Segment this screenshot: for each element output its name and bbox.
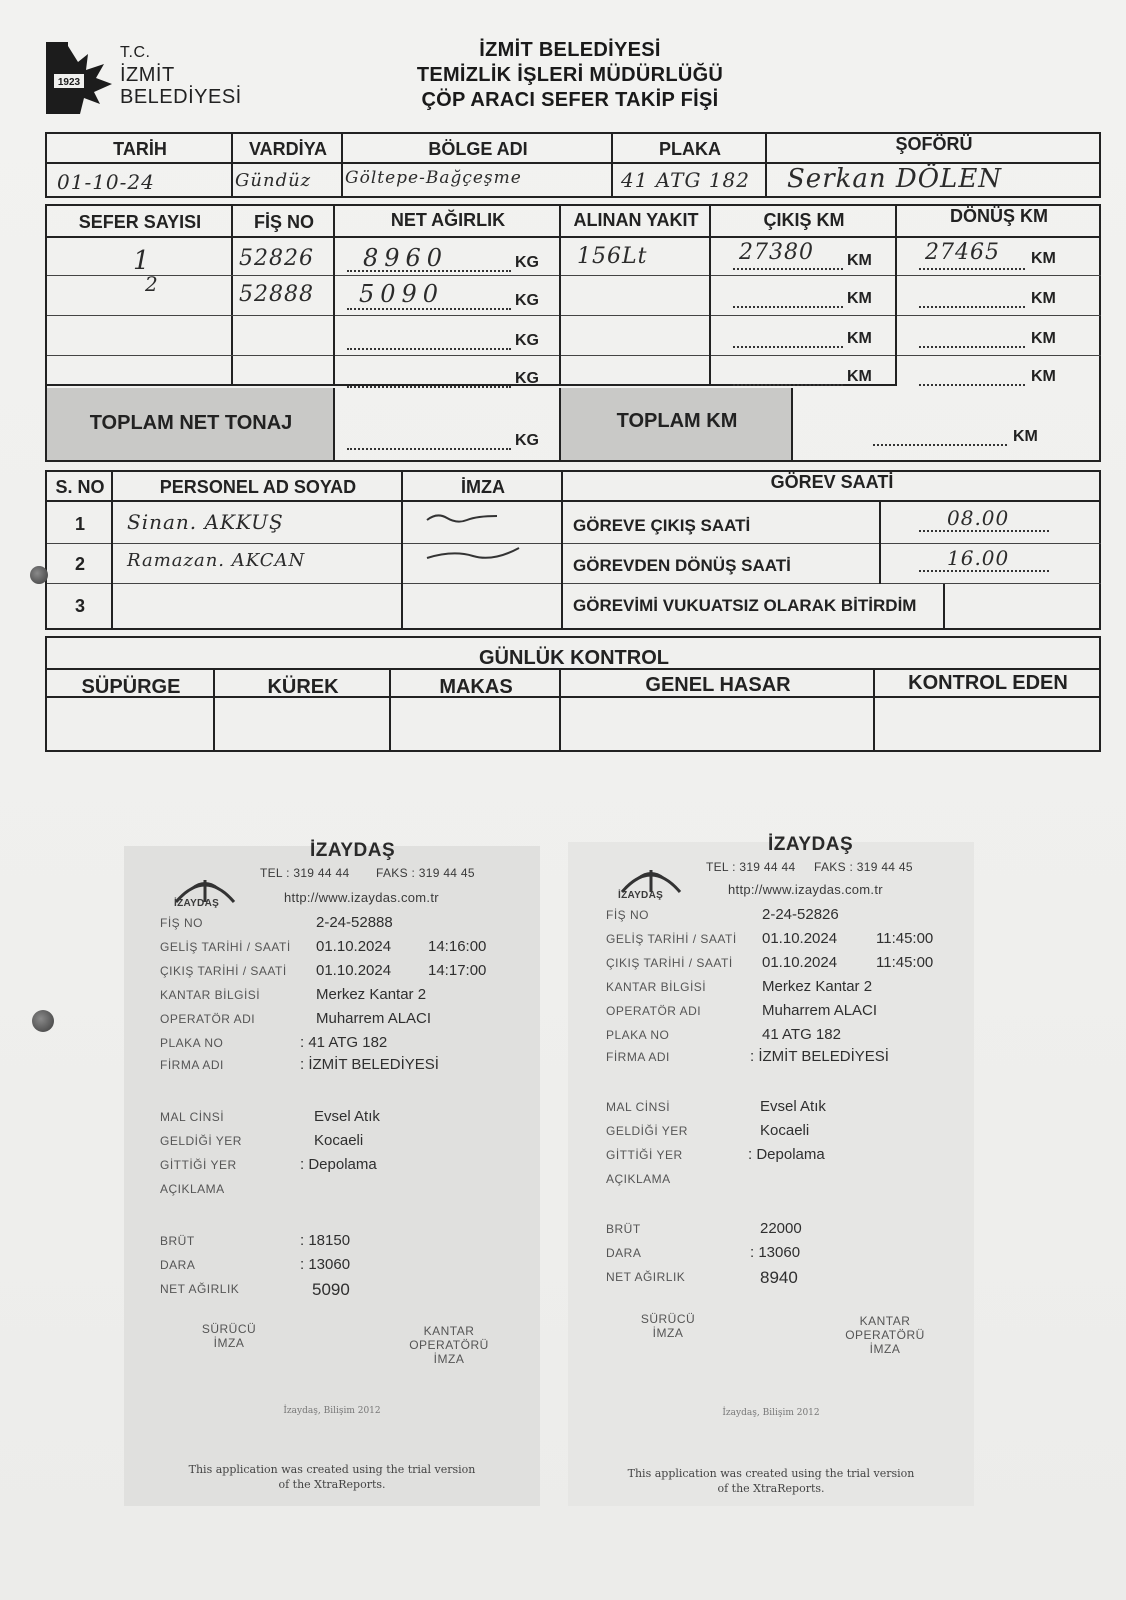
receipt2-phone: TEL : 319 44 44 — [706, 860, 796, 874]
row1-yakit: 156Lt — [577, 244, 648, 269]
row2-net: 5090 — [359, 280, 445, 308]
receipt1-logo-text: İZAYDAŞ — [174, 898, 220, 909]
daily-control-table — [45, 636, 1101, 752]
receipt2-label-brut: BRÜT — [606, 1222, 641, 1236]
receipt1-label-cikis: ÇIKIŞ TARİHİ / SAATİ — [160, 964, 287, 978]
receipt2-extra-gelis: 11:45:00 — [876, 930, 934, 947]
receipt1-value-operator: Muharrem ALACI — [316, 1010, 432, 1027]
receipt1-value-firma: : İZMİT BELEDİYESİ — [300, 1056, 439, 1073]
receipt1-sign-operator: KANTAR OPERATÖRÜ İMZA — [409, 1324, 489, 1366]
receipt1-value-mal: Evsel Atık — [314, 1108, 380, 1125]
receipt1-url: http://www.izaydas.com.tr — [284, 890, 439, 905]
staff1-name: Sinan. AKKUŞ — [127, 510, 284, 534]
receipt1-label-kantar: KANTAR BİLGİSİ — [160, 988, 261, 1002]
row1-net: 8960 — [363, 244, 449, 272]
value-bolge: Göltepe-Bağçeşme — [345, 168, 522, 188]
header-tarih: TARİH — [113, 139, 167, 159]
receipt2-label-gelis: GELİŞ TARİHİ / SAATİ — [606, 932, 737, 946]
logo-year: 1923 — [57, 77, 81, 88]
punch-hole-upper — [30, 566, 48, 584]
receipt2-value-firma: : İZMİT BELEDİYESİ — [750, 1048, 889, 1065]
row4-donus-km: KM — [1031, 368, 1056, 385]
row1-fis: 52826 — [239, 246, 314, 271]
receipt2-label-gittigi: GİTTİĞİ YER — [606, 1148, 683, 1162]
receipt1-label-firma: FİRMA ADI — [160, 1058, 224, 1072]
receipt2-value-geldigi: Kocaeli — [760, 1122, 810, 1139]
control-col-kurek: KÜREK — [267, 676, 339, 698]
total-km-unit: KM — [1013, 428, 1038, 445]
control-col-supurge: SÜPÜRGE — [81, 676, 181, 698]
receipt1-label-brut: BRÜT — [160, 1234, 195, 1248]
receipt1-label-mal: MAL CİNSİ — [160, 1110, 225, 1124]
row4-cikis-km: KM — [847, 368, 872, 385]
receipt1-label-aciklama: AÇIKLAMA — [160, 1182, 225, 1196]
org-city: İZMİT — [120, 64, 175, 86]
receipt2-label-geldigi: GELDİĞİ YER — [606, 1124, 688, 1138]
receipt-left — [124, 840, 540, 1506]
staff-table — [45, 470, 1101, 630]
receipt2-url: http://www.izaydas.com.tr — [728, 882, 883, 897]
receipt-right — [568, 834, 974, 1506]
staff1-time-value: 08.00 — [947, 506, 1010, 530]
row2-fis: 52888 — [239, 282, 314, 307]
receipt2-label-firma: FİRMA ADI — [606, 1050, 670, 1064]
receipt2-label-plaka: PLAKA NO — [606, 1028, 670, 1042]
receipt2-value-fisno: 2-24-52826 — [762, 906, 839, 923]
header-fis: FİŞ NO — [253, 212, 314, 232]
receipt2-label-aciklama: AÇIKLAMA — [606, 1172, 671, 1186]
receipt1-extra-cikis: 14:17:00 — [428, 962, 487, 979]
receipt2-sign-operator: KANTAR OPERATÖRÜ İMZA — [845, 1314, 925, 1356]
receipt1-phone: TEL : 319 44 44 — [260, 866, 350, 880]
control-col-kontrol-eden: KONTROL EDEN — [908, 672, 1068, 694]
header-net: NET AĞIRLIK — [390, 210, 506, 230]
receipt2-value-brut: 22000 — [760, 1220, 802, 1237]
receipt1-value-brut: : 18150 — [300, 1232, 351, 1249]
daily-control-title: GÜNLÜK KONTROL — [479, 647, 669, 669]
header-name: PERSONEL AD SOYAD — [159, 477, 357, 497]
receipt1-label-net: NET AĞIRLIK — [160, 1282, 240, 1296]
receipt2-value-kantar: Merkez Kantar 2 — [762, 978, 873, 995]
receipt2-value-gelis: 01.10.2024 — [762, 930, 838, 947]
row2-donus-km: KM — [1031, 290, 1056, 307]
row1-cikis-km: KM — [847, 252, 872, 269]
receipt1-fax: FAKS : 319 44 45 — [376, 866, 475, 880]
receipt1-label-gittigi: GİTTİĞİ YER — [160, 1158, 237, 1172]
receipt2-label-cikis: ÇIKIŞ TARİHİ / SAATİ — [606, 956, 733, 970]
receipt2-fax: FAKS : 319 44 45 — [814, 860, 913, 874]
row4-kg: KG — [515, 370, 539, 387]
receipt1-company: İZAYDAŞ — [310, 840, 396, 861]
header-time: GÖREV SAATİ — [770, 472, 894, 492]
header-cikis: ÇIKIŞ KM — [763, 210, 845, 230]
row2-kg: KG — [515, 292, 539, 309]
receipt1-value-plaka: : 41 ATG 182 — [300, 1034, 388, 1051]
staff2-time-label: GÖREVDEN DÖNÜŞ SAATİ — [573, 556, 791, 575]
receipt2-label-kantar: KANTAR BİLGİSİ — [606, 980, 707, 994]
row1-kg: KG — [515, 254, 539, 271]
control-col-genel-hasar: GENEL HASAR — [645, 674, 791, 696]
header-yakit: ALINAN YAKIT — [573, 210, 699, 230]
staff2-name: Ramazan. AKCAN — [127, 550, 306, 571]
control-col-makas: MAKAS — [439, 676, 513, 698]
row3-cikis-km: KM — [847, 330, 872, 347]
row1-sefer: 1 — [133, 246, 151, 276]
receipt1-label-fisno: FİŞ NO — [160, 916, 204, 930]
header-vardiya: VARDİYA — [248, 139, 328, 159]
receipt1-value-geldigi: Kocaeli — [314, 1132, 364, 1149]
receipt1-label-geldigi: GELDİĞİ YER — [160, 1134, 242, 1148]
staff3-no: 3 — [74, 596, 85, 616]
total-tonnage-label: TOPLAM NET TONAJ — [89, 412, 293, 434]
receipt1-value-kantar: Merkez Kantar 2 — [316, 986, 427, 1003]
receipt2-value-operator: Muharrem ALACI — [762, 1002, 878, 1019]
receipt1-value-cikis: 01.10.2024 — [316, 962, 392, 979]
trip-table — [45, 204, 1101, 462]
staff1-signature — [423, 508, 503, 528]
value-tarih: 01-10-24 — [57, 170, 155, 194]
receipt2-extra-cikis: 11:45:00 — [876, 954, 934, 971]
org-tc: T.C. — [120, 44, 151, 61]
org-name-block — [120, 42, 242, 108]
value-vardiya: Gündüz — [235, 170, 312, 191]
row1-donus: 27465 — [925, 240, 1000, 265]
receipt1-sign-driver: SÜRÜCÜ İMZA — [201, 1322, 257, 1350]
header-plaka: PLAKA — [659, 139, 721, 159]
row2-cikis-km: KM — [847, 290, 872, 307]
receipt2-label-net: NET AĞIRLIK — [606, 1270, 686, 1284]
row2-sefer: 2 — [145, 272, 159, 296]
receipt1-footer: This application was created using the trial version of the XtraReports. — [188, 1463, 476, 1491]
receipt1-extra-gelis: 14:16:00 — [428, 938, 487, 955]
header-sno: S. NO — [55, 477, 105, 497]
punch-hole-lower — [32, 1010, 54, 1032]
top-info-table — [45, 132, 1101, 198]
header-bolge: BÖLGE ADI — [428, 139, 528, 159]
receipt2-label-fisno: FİŞ NO — [606, 908, 650, 922]
org-name: BELEDİYESİ — [120, 86, 242, 108]
value-sofor: Serkan DÖLEN — [787, 164, 1003, 194]
receipt1-value-fisno: 2-24-52888 — [316, 914, 393, 931]
total-kg: KG — [515, 432, 539, 449]
receipt1-value-net: 5090 — [312, 1280, 350, 1299]
staff1-time-label: GÖREVE ÇIKIŞ SAATİ — [573, 516, 751, 535]
receipt2-value-dara: : 13060 — [750, 1244, 801, 1261]
receipt2-value-cikis: 01.10.2024 — [762, 954, 838, 971]
title-line-2: TEMİZLİK İŞLERİ MÜDÜRLÜĞÜ — [416, 64, 724, 86]
receipt1-label-operator: OPERATÖR ADI — [160, 1012, 256, 1026]
staff3-time-label: GÖREVİMİ VUKUATSIZ OLARAK BİTİRDİM — [573, 596, 917, 615]
receipt2-sign-driver: SÜRÜCÜ İMZA — [640, 1312, 696, 1340]
staff1-no: 1 — [74, 514, 85, 534]
value-plaka: 41 ATG 182 — [621, 168, 751, 192]
total-km-label: TOPLAM KM — [616, 410, 738, 432]
header-sign: İMZA — [461, 477, 505, 497]
row1-cikis: 27380 — [739, 240, 814, 265]
receipt1-print-line: İzaydaş, Bilişim 2012 — [283, 1406, 381, 1416]
receipt2-footer: This application was created using the trial version of the XtraReports. — [627, 1467, 915, 1495]
row3-donus-km: KM — [1031, 330, 1056, 347]
header-sefer: SEFER SAYISI — [78, 212, 202, 232]
receipt1-label-plaka: PLAKA NO — [160, 1036, 224, 1050]
header-donus: DÖNÜŞ KM — [950, 206, 1048, 226]
title-line-1: İZMİT BELEDİYESİ — [479, 39, 661, 61]
document-title — [360, 38, 780, 113]
staff2-time-value: 16.00 — [947, 546, 1010, 570]
receipt1-value-gelis: 01.10.2024 — [316, 938, 392, 955]
receipt2-value-plaka: 41 ATG 182 — [762, 1026, 841, 1043]
receipt2-label-mal: MAL CİNSİ — [606, 1100, 671, 1114]
row3-kg: KG — [515, 332, 539, 349]
row1-donus-km: KM — [1031, 250, 1056, 267]
receipt2-label-operator: OPERATÖR ADI — [606, 1004, 702, 1018]
header-sofor: ŞOFÖRÜ — [895, 134, 973, 154]
receipt2-company: İZAYDAŞ — [768, 834, 854, 855]
staff2-signature — [423, 544, 523, 564]
receipt2-logo-text: İZAYDAŞ — [618, 890, 664, 901]
staff2-no: 2 — [74, 554, 85, 574]
receipt1-label-dara: DARA — [160, 1258, 196, 1272]
receipt1-value-dara: : 13060 — [300, 1256, 351, 1273]
receipt2-label-dara: DARA — [606, 1246, 642, 1260]
receipt2-value-mal: Evsel Atık — [760, 1098, 826, 1115]
title-line-3: ÇÖP ARACI SEFER TAKİP FİŞİ — [421, 89, 719, 111]
receipt1-value-gittigi: : Depolama — [300, 1156, 377, 1173]
receipt2-value-net: 8940 — [760, 1268, 798, 1287]
receipt2-value-gittigi: : Depolama — [748, 1146, 825, 1163]
receipt1-label-gelis: GELİŞ TARİHİ / SAATİ — [160, 940, 291, 954]
municipality-logo — [44, 40, 116, 116]
receipt2-print-line: İzaydaş, Bilişim 2012 — [722, 1408, 820, 1418]
